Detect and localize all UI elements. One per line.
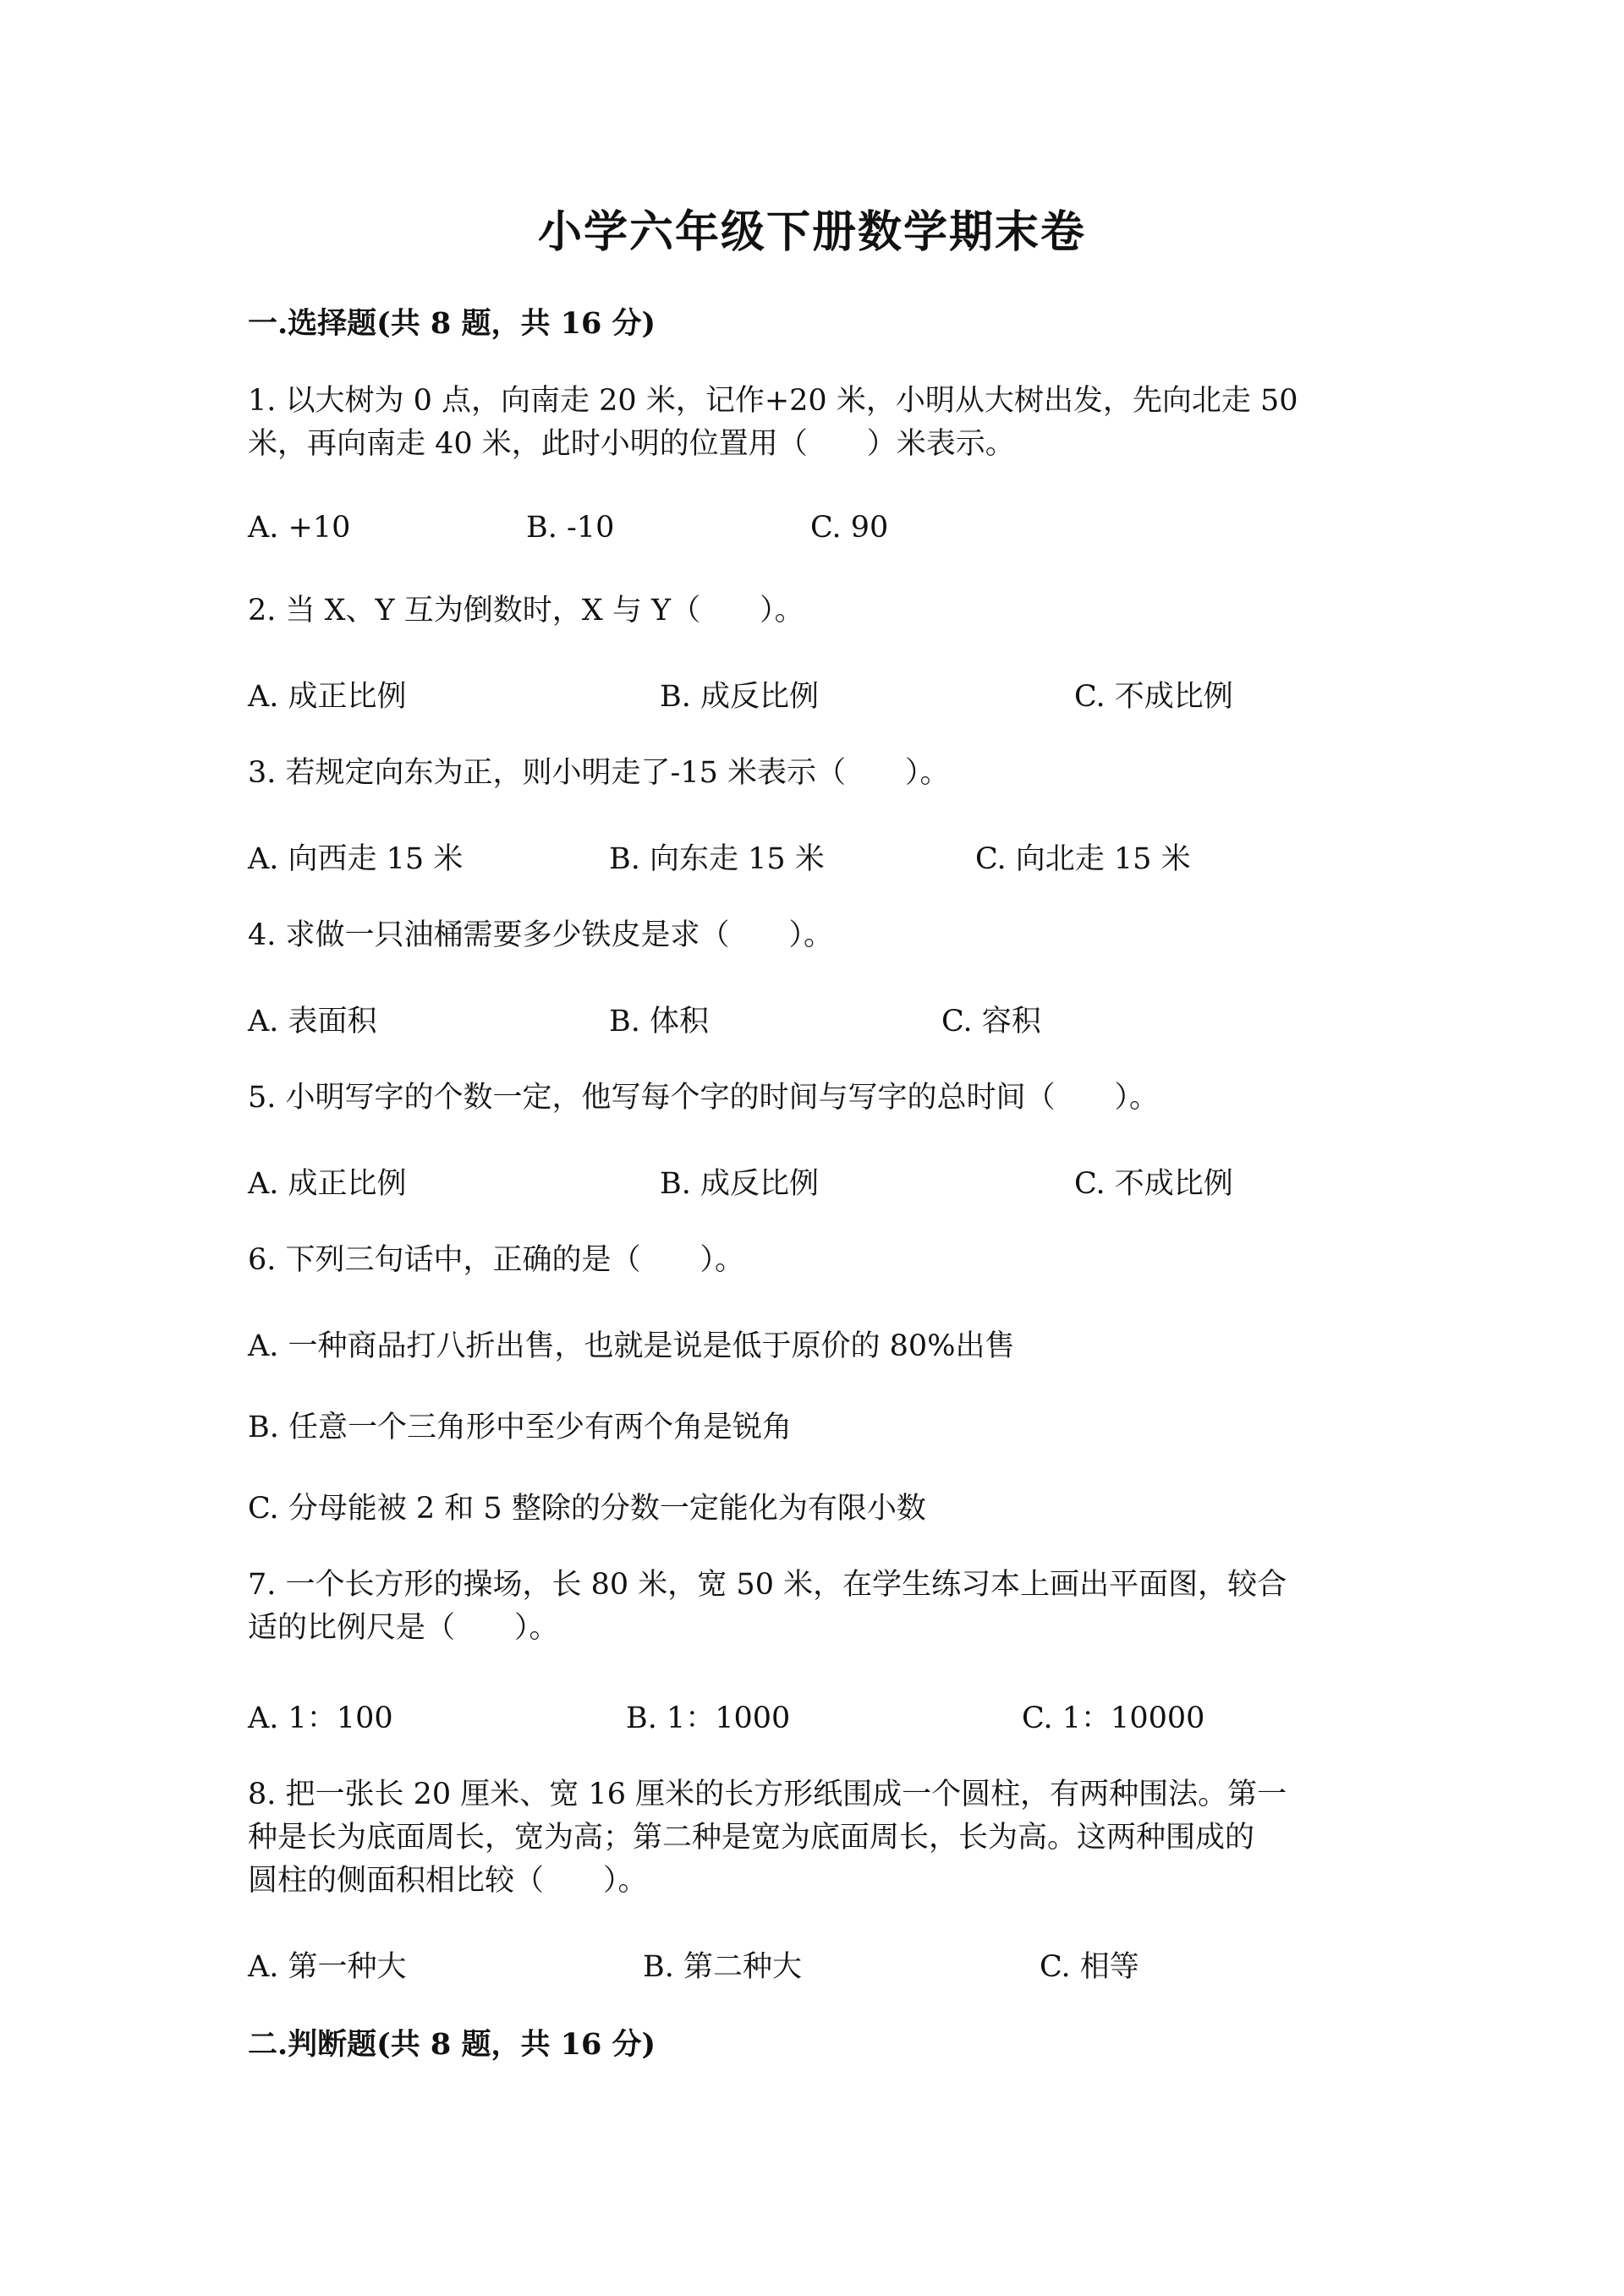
option-a: A. 向西走 15 米 [248,842,464,876]
question-8 [248,1773,1373,1903]
section-heading-true-false: 二.判断题(共 8 题，共 16 分) [248,2027,656,2062]
question-line: 4. 求做一只油桶需要多少铁皮是求（ ）。 [248,918,834,952]
option-b: B. 成反比例 [660,680,819,714]
question-line: 5. 小明写字的个数一定，他写每个字的时间与写字的总时间（ ）。 [248,1081,1160,1115]
question-6 [248,1239,1373,1282]
option-a: A. 第一种大 [248,1950,407,1984]
question-line: 6. 下列三句话中，正确的是（ ）。 [248,1243,745,1277]
option-b: B. 向东走 15 米 [609,842,825,876]
question-line: 1. 以大树为 0 点，向南走 20 米，记作+20 米，小明从大树出发，先向北走 50 [248,384,1298,418]
option-c: C. 容积 [941,1005,1041,1038]
option-b: B. 第二种大 [643,1950,802,1984]
option-c: C. 1：10000 [1022,1701,1205,1735]
question-line: 7. 一个长方形的操场，长 80 米，宽 50 米，在学生练习本上画出平面图，较合 [248,1568,1287,1602]
option-a: A. 一种商品打八折出售，也就是说是低于原价的 80%出售 [248,1329,1015,1363]
option-c: C. 分母能被 2 和 5 整除的分数一定能化为有限小数 [248,1492,926,1526]
option-b: B. 1：1000 [626,1701,791,1735]
option-b: B. 成反比例 [660,1167,819,1201]
option-a: A. 成正比例 [248,680,407,714]
option-a: A. +10 [248,511,351,545]
question-line: 圆柱的侧面积相比较（ ）。 [248,1864,648,1898]
exam-title: 小学六年级下册数学期末卷 [537,206,1086,258]
question-line: 3. 若规定向东为正，则小明走了-15 米表示（ ）。 [248,756,950,790]
option-c: C. 90 [810,511,889,545]
question-line: 适的比例尺是（ ）。 [248,1611,559,1645]
question-line: 2. 当 X、Y 互为倒数时，X 与 Y（ ）。 [248,594,804,627]
option-c: C. 相等 [1040,1950,1139,1984]
option-a: A. 成正比例 [248,1167,407,1201]
option-c: C. 向北走 15 米 [975,842,1191,876]
question-2 [248,589,1373,633]
option-b: B. 体积 [609,1005,709,1038]
option-a: A. 1：100 [248,1701,393,1735]
option-c: C. 不成比例 [1074,680,1233,714]
question-line: 米，再向南走 40 米，此时小明的位置用（ ）米表示。 [248,427,1015,461]
question-1 [248,380,1373,466]
option-b: B. -10 [526,511,615,545]
option-c: C. 不成比例 [1074,1167,1233,1201]
question-line: 种是长为底面周长，宽为高；第二种是宽为底面周长，长为高。这两种围成的 [248,1821,1255,1855]
question-line: 8. 把一张长 20 厘米、宽 16 厘米的长方形纸围成一个圆柱，有两种围法。第一 [248,1778,1287,1811]
option-b: B. 任意一个三角形中至少有两个角是锐角 [248,1411,792,1444]
section-heading-multiple-choice: 一.选择题(共 8 题，共 16 分) [248,306,656,341]
question-4 [248,914,1373,957]
question-5 [248,1077,1373,1120]
option-a: A. 表面积 [248,1005,377,1038]
question-3 [248,752,1373,795]
question-7 [248,1564,1373,1650]
